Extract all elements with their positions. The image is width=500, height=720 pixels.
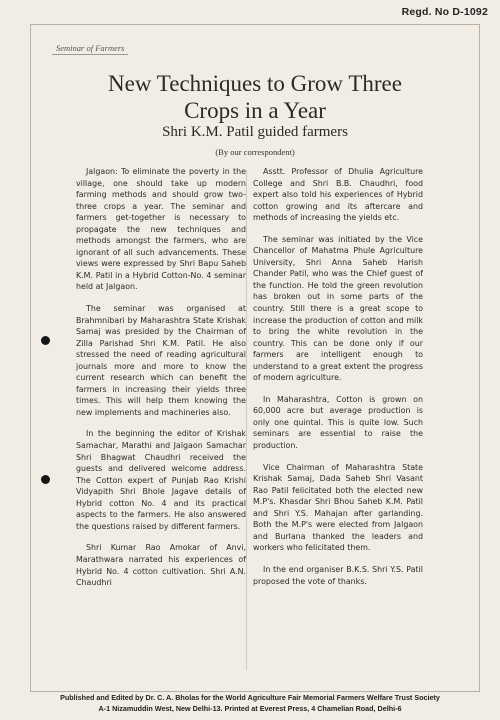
article-column-right xyxy=(253,166,423,680)
punch-hole-lower xyxy=(41,475,50,484)
column-divider xyxy=(246,170,247,670)
article-byline: Shri K.M. Patil guided farmers xyxy=(162,124,348,140)
paragraph: Vice Chairman of Maharashtra State Krishak Samaj, Dada Saheb Shri Vasant Rao Patil felicitated both the elected new M.P's. Khasdar Shri Bhou Saheb K.M. Patil and Shri Y.S. Mahajan after garlanding. Both the M.P's were elected from Jalgaon and Burlana thanked the leaders and workers who felicitated them. xyxy=(253,462,423,553)
footer-line-2: A-1 Nizamuddin West, New Delhi-13. Printed at Everest Press, 4 Chamelian Road, Delhi-6 xyxy=(98,703,402,713)
correspondent-credit: (By our correspondent) xyxy=(215,147,295,157)
paragraph: In the end organiser B.K.S. Shri Y.S. Patil proposed the vote of thanks. xyxy=(253,564,423,586)
publisher-footer xyxy=(0,693,500,714)
paragraph: Asstt. Professor of Dhulia Agriculture College and Shri B.B. Chaudhri, food expert also told his experiences of Hybrid cotton growing and its aftercare and methods of increasing the yields etc. xyxy=(253,167,423,223)
paragraph: The seminar was organised at Brahmnibari by Maharashtra State Krishak Samaj was presided by the Chairman of Zilla Parishad Shri K.M. Patil. He also stressed the need of reading agricultural journals more and more to know the current research which can benefit the farmers in increasing their yields three times. This will help them knowing the new implements and machineries also. xyxy=(76,304,246,417)
paragraph: In the beginning the editor of Krishak Samachar, Marathi and Jalgaon Samachar Shri Bhagwat Chaudhri received the guests and delivered welcome address. The Cotton expert of Punjab Rao Krishi Vidyapith Shri Bhole Jagave details of Hybrid cotton No. 4 and its practical aspects to the farmers. He also answered the questions raised by different farmers. xyxy=(76,429,246,531)
paragraph: Shri Kumar Rao Amokar of Anvi, Marathwara narrated his experiences of Hybrid No. 4 cotton cultivation. Shri A.N. Chaudhri xyxy=(76,543,246,588)
headline-line-1: New Techniques to Grow Three xyxy=(108,71,402,96)
footer-line-1: Published and Edited by Dr. C. A. Bholas for the World Agriculture Fair Memorial Farmers Welfare Trust Society xyxy=(60,693,440,702)
article-headline xyxy=(40,70,470,124)
punch-hole-upper xyxy=(41,336,50,345)
section-label: Seminar of Farmers xyxy=(56,43,125,53)
article-column-left xyxy=(76,166,246,680)
headline-line-2: Crops in a Year xyxy=(184,98,326,123)
paragraph: The seminar was initiated by the Vice Chancellor of Mahatma Phule Agriculture University, Shri Anna Saheb Harish Chander Patil, who was the Chief guest of the function. He told the green revolution has broken out in some parts of the country. Still there is a great scope to increase the production of cotton and milk to bring the white revolution in the country. This can be done only if our farmers are intelligent enough to understand to a great extent the progress of modern agriculture. xyxy=(253,234,423,383)
paragraph: Jalgaon: To eliminate the poverty in the village, one should take up modern farming methods and should grow two-three crops a year. The seminar and farmers get-together is necessary to propagate the new techniques and methods amongst the farmers, who are ignorant of all such advancements. These views were expressed by Shri Bapu Saheb K.M. Patil in a Hybrid Cotton-No. 4 seminar held at Jalgaon. xyxy=(76,167,246,292)
registration-number: Regd. No D-1092 xyxy=(401,6,488,18)
paragraph: In Maharashtra, Cotton is grown on 60,000 acre but average production is only one quintal. This is quite low. Such seminars are essential to raise the production. xyxy=(253,394,423,451)
